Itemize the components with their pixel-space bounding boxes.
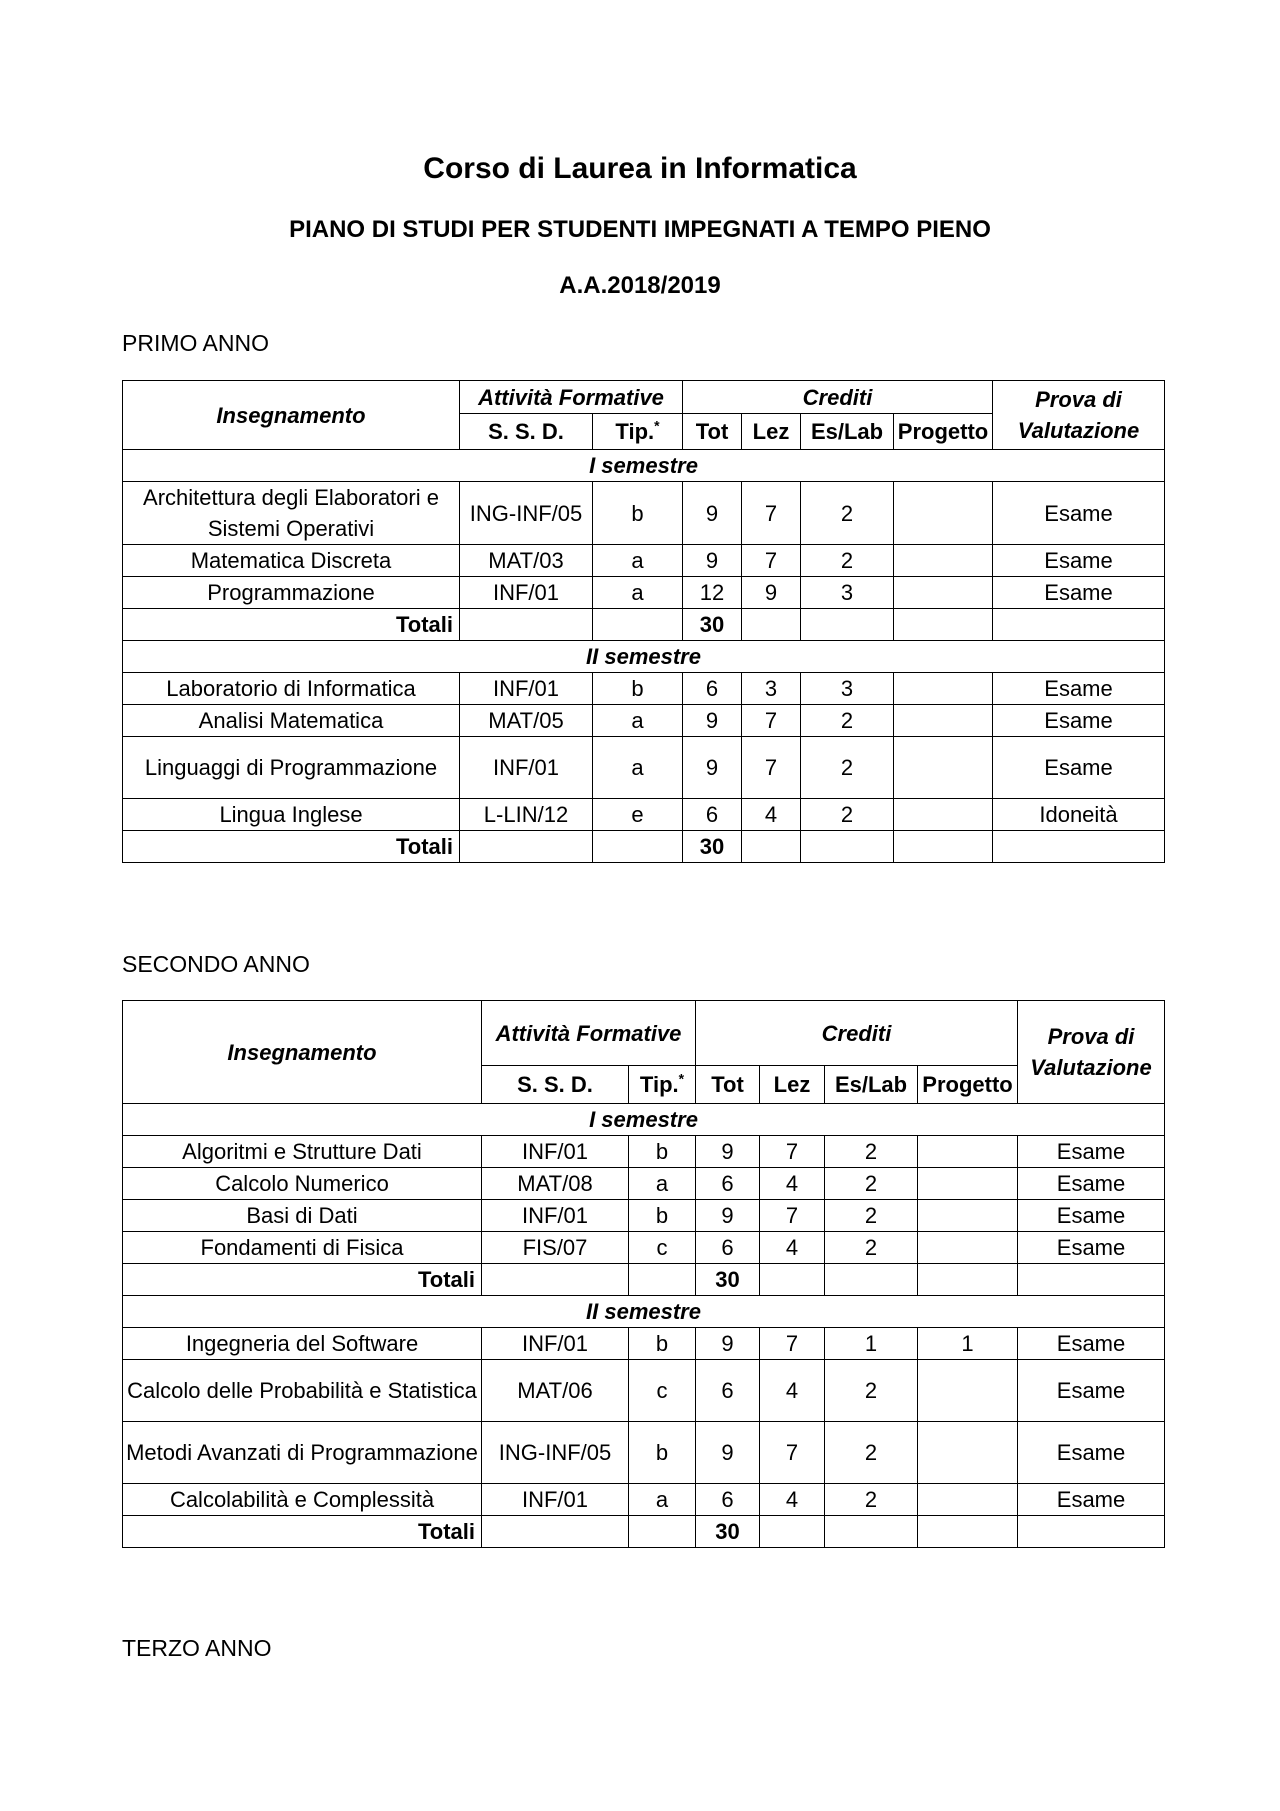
cell-tip: b <box>629 1200 696 1232</box>
cell-progetto <box>894 799 993 831</box>
cell-ssd: MAT/06 <box>482 1360 629 1422</box>
cell-prova: Esame <box>1018 1232 1165 1264</box>
col-progetto: Progetto <box>918 1066 1018 1104</box>
table-row <box>123 673 1165 705</box>
cell-tip: b <box>593 482 683 545</box>
cell-lez: 7 <box>742 737 801 799</box>
cell-name: Laboratorio di Informatica <box>123 673 460 705</box>
totals-label: Totali <box>123 1264 482 1296</box>
cell-prova: Esame <box>1018 1168 1165 1200</box>
cell-name: Architettura degli Elaboratori e Sistemi Operativi <box>123 482 460 545</box>
table-row <box>123 1422 1165 1484</box>
cell-lez: 7 <box>742 482 801 545</box>
cell-lez: 4 <box>760 1360 825 1422</box>
cell-eslab: 2 <box>825 1360 918 1422</box>
cell-tot: 9 <box>683 482 742 545</box>
cell-ssd: INF/01 <box>482 1328 629 1360</box>
semester-row <box>123 641 1165 673</box>
cell-empty <box>801 609 894 641</box>
table-row <box>123 1328 1165 1360</box>
cell-lez: 7 <box>742 705 801 737</box>
cell-tot: 6 <box>683 673 742 705</box>
cell-ssd: INF/01 <box>460 673 593 705</box>
cell-name: Ingegneria del Software <box>123 1328 482 1360</box>
table-row <box>123 1484 1165 1516</box>
cell-ssd: INF/01 <box>482 1136 629 1168</box>
cell-tip: a <box>593 737 683 799</box>
cell-empty <box>482 1264 629 1296</box>
cell-prova: Esame <box>993 673 1165 705</box>
cell-eslab: 2 <box>825 1200 918 1232</box>
cell-lez: 7 <box>760 1328 825 1360</box>
cell-empty <box>1018 1516 1165 1548</box>
cell-tot: 12 <box>683 577 742 609</box>
table-row <box>123 1360 1165 1422</box>
cell-progetto <box>894 705 993 737</box>
cell-tot: 6 <box>683 799 742 831</box>
cell-prova: Esame <box>1018 1200 1165 1232</box>
cell-empty <box>760 1264 825 1296</box>
cell-name: Linguaggi di Programmazione <box>123 737 460 799</box>
totals-value: 30 <box>696 1516 760 1548</box>
totals-value: 30 <box>683 831 742 863</box>
cell-tip: e <box>593 799 683 831</box>
document-subtitle: PIANO DI STUDI PER STUDENTI IMPEGNATI A TEMPO PIENO <box>289 216 991 243</box>
cell-name: Lingua Inglese <box>123 799 460 831</box>
cell-ssd: INF/01 <box>482 1484 629 1516</box>
cell-progetto <box>894 545 993 577</box>
table-row <box>123 737 1165 799</box>
cell-empty <box>825 1264 918 1296</box>
cell-lez: 4 <box>742 799 801 831</box>
table-row <box>123 799 1165 831</box>
cell-name: Basi di Dati <box>123 1200 482 1232</box>
cell-eslab: 2 <box>825 1232 918 1264</box>
cell-lez: 7 <box>760 1136 825 1168</box>
semester-row <box>123 1296 1165 1328</box>
col-eslab: Es/Lab <box>801 414 894 450</box>
cell-progetto <box>918 1484 1018 1516</box>
cell-empty <box>629 1264 696 1296</box>
col-tot: Tot <box>696 1066 760 1104</box>
cell-progetto <box>918 1136 1018 1168</box>
col-attivita: Attività Formative <box>460 381 683 414</box>
cell-ssd: INF/01 <box>460 737 593 799</box>
col-prova: Prova di Valutazione <box>993 381 1165 450</box>
col-insegnamento: Insegnamento <box>123 1001 482 1104</box>
cell-tip: b <box>593 673 683 705</box>
totals-label: Totali <box>123 1516 482 1548</box>
cell-empty <box>482 1516 629 1548</box>
semester-label: II semestre <box>123 641 1165 673</box>
cell-empty <box>894 831 993 863</box>
cell-tot: 9 <box>683 705 742 737</box>
col-ssd: S. S. D. <box>460 414 593 450</box>
cell-empty <box>1018 1264 1165 1296</box>
cell-empty <box>460 831 593 863</box>
col-crediti: Crediti <box>683 381 993 414</box>
cell-name: Algoritmi e Strutture Dati <box>123 1136 482 1168</box>
cell-empty <box>742 831 801 863</box>
cell-eslab: 2 <box>801 799 894 831</box>
cell-tot: 9 <box>683 545 742 577</box>
cell-tot: 9 <box>696 1136 760 1168</box>
col-tip <box>593 414 683 450</box>
cell-eslab: 3 <box>801 673 894 705</box>
cell-eslab: 3 <box>801 577 894 609</box>
cell-lez: 4 <box>760 1168 825 1200</box>
cell-tip: a <box>593 545 683 577</box>
cell-prova: Idoneità <box>993 799 1165 831</box>
cell-eslab: 2 <box>825 1136 918 1168</box>
cell-progetto <box>894 673 993 705</box>
semester-label: I semestre <box>123 1104 1165 1136</box>
cell-prova: Esame <box>993 737 1165 799</box>
cell-empty <box>801 831 894 863</box>
year-label-terzo: TERZO ANNO <box>122 1635 272 1661</box>
table-row <box>123 1136 1165 1168</box>
cell-name: Matematica Discreta <box>123 545 460 577</box>
cell-progetto <box>918 1168 1018 1200</box>
year-label-primo: PRIMO ANNO <box>122 330 269 356</box>
cell-ssd: FIS/07 <box>482 1232 629 1264</box>
totals-value: 30 <box>696 1264 760 1296</box>
cell-ssd: L-LIN/12 <box>460 799 593 831</box>
cell-ssd: ING-INF/05 <box>460 482 593 545</box>
totals-label: Totali <box>123 609 460 641</box>
cell-tip: a <box>629 1168 696 1200</box>
col-tip <box>629 1066 696 1104</box>
cell-empty <box>629 1516 696 1548</box>
cell-name: Analisi Matematica <box>123 705 460 737</box>
cell-name: Calcolo delle Probabilità e Statistica <box>123 1360 482 1422</box>
cell-prova: Esame <box>993 705 1165 737</box>
cell-progetto <box>894 737 993 799</box>
year-label-secondo: SECONDO ANNO <box>122 951 310 977</box>
totals-row <box>123 609 1165 641</box>
cell-tip: b <box>629 1136 696 1168</box>
totals-value: 30 <box>683 609 742 641</box>
cell-prova: Esame <box>1018 1422 1165 1484</box>
col-attivita: Attività Formative <box>482 1001 696 1066</box>
cell-empty <box>825 1516 918 1548</box>
cell-empty <box>593 831 683 863</box>
cell-eslab: 2 <box>825 1422 918 1484</box>
cell-lez: 7 <box>760 1422 825 1484</box>
col-ssd: S. S. D. <box>482 1066 629 1104</box>
cell-tip: c <box>629 1360 696 1422</box>
document-title: Corso di Laurea in Informatica <box>423 152 857 185</box>
table-row <box>123 1232 1165 1264</box>
cell-progetto <box>894 577 993 609</box>
col-tip-mark: * <box>654 417 660 434</box>
cell-eslab: 2 <box>825 1168 918 1200</box>
cell-tip: b <box>629 1422 696 1484</box>
cell-empty <box>918 1264 1018 1296</box>
col-tip-mark: * <box>678 1070 685 1087</box>
table-row <box>123 545 1165 577</box>
cell-tot: 9 <box>683 737 742 799</box>
cell-progetto <box>918 1360 1018 1422</box>
cell-empty <box>460 609 593 641</box>
cell-ssd: ING-INF/05 <box>482 1422 629 1484</box>
totals-label: Totali <box>123 831 460 863</box>
col-tip-label: Tip. <box>639 1072 679 1097</box>
cell-name: Calcolo Numerico <box>123 1168 482 1200</box>
cell-prova: Esame <box>993 577 1165 609</box>
col-progetto: Progetto <box>894 414 993 450</box>
cell-tip: a <box>593 577 683 609</box>
cell-prova: Esame <box>1018 1136 1165 1168</box>
cell-ssd: INF/01 <box>460 577 593 609</box>
cell-empty <box>918 1516 1018 1548</box>
col-prova: Prova di Valutazione <box>1018 1001 1165 1104</box>
semester-label: I semestre <box>123 450 1165 482</box>
cell-eslab: 2 <box>801 482 894 545</box>
cell-ssd: MAT/08 <box>482 1168 629 1200</box>
cell-eslab: 2 <box>801 737 894 799</box>
cell-progetto <box>918 1200 1018 1232</box>
cell-tot: 9 <box>696 1422 760 1484</box>
cell-tip: b <box>629 1328 696 1360</box>
cell-tot: 6 <box>696 1232 760 1264</box>
cell-tot: 6 <box>696 1484 760 1516</box>
table-row <box>123 705 1165 737</box>
study-plan-table-secondo <box>122 1000 1165 1548</box>
totals-row <box>123 831 1165 863</box>
cell-tot: 6 <box>696 1360 760 1422</box>
totals-row <box>123 1516 1165 1548</box>
cell-empty <box>760 1516 825 1548</box>
cell-tip: a <box>629 1484 696 1516</box>
semester-label: II semestre <box>123 1296 1165 1328</box>
academic-year: A.A.2018/2019 <box>559 272 721 299</box>
cell-eslab: 2 <box>801 545 894 577</box>
cell-prova: Esame <box>1018 1360 1165 1422</box>
cell-lez: 3 <box>742 673 801 705</box>
cell-name: Metodi Avanzati di Programmazione <box>123 1422 482 1484</box>
cell-progetto <box>918 1422 1018 1484</box>
table-row <box>123 577 1165 609</box>
table-row <box>123 1168 1165 1200</box>
cell-lez: 4 <box>760 1232 825 1264</box>
cell-ssd: MAT/05 <box>460 705 593 737</box>
semester-row <box>123 1104 1165 1136</box>
cell-eslab: 2 <box>801 705 894 737</box>
cell-progetto <box>894 482 993 545</box>
col-lez: Lez <box>760 1066 825 1104</box>
cell-eslab: 1 <box>825 1328 918 1360</box>
col-eslab: Es/Lab <box>825 1066 918 1104</box>
cell-empty <box>593 609 683 641</box>
cell-tot: 9 <box>696 1328 760 1360</box>
cell-lez: 4 <box>760 1484 825 1516</box>
cell-name: Calcolabilità e Complessità <box>123 1484 482 1516</box>
cell-empty <box>993 609 1165 641</box>
cell-prova: Esame <box>1018 1328 1165 1360</box>
cell-progetto: 1 <box>918 1328 1018 1360</box>
cell-prova: Esame <box>1018 1484 1165 1516</box>
col-lez: Lez <box>742 414 801 450</box>
cell-lez: 7 <box>760 1200 825 1232</box>
cell-progetto <box>918 1232 1018 1264</box>
cell-tot: 9 <box>696 1200 760 1232</box>
cell-ssd: INF/01 <box>482 1200 629 1232</box>
cell-tot: 6 <box>696 1168 760 1200</box>
cell-lez: 9 <box>742 577 801 609</box>
col-tot: Tot <box>683 414 742 450</box>
cell-empty <box>993 831 1165 863</box>
cell-eslab: 2 <box>825 1484 918 1516</box>
cell-lez: 7 <box>742 545 801 577</box>
cell-tip: a <box>593 705 683 737</box>
cell-prova: Esame <box>993 545 1165 577</box>
totals-row <box>123 1264 1165 1296</box>
cell-empty <box>742 609 801 641</box>
cell-empty <box>894 609 993 641</box>
semester-row <box>123 450 1165 482</box>
study-plan-table-primo <box>122 380 1165 863</box>
cell-name: Programmazione <box>123 577 460 609</box>
col-crediti: Crediti <box>696 1001 1018 1066</box>
table-row <box>123 482 1165 545</box>
cell-name: Fondamenti di Fisica <box>123 1232 482 1264</box>
cell-prova: Esame <box>993 482 1165 545</box>
col-tip-label: Tip. <box>615 419 655 444</box>
col-insegnamento: Insegnamento <box>123 381 460 450</box>
cell-ssd: MAT/03 <box>460 545 593 577</box>
cell-tip: c <box>629 1232 696 1264</box>
table-row <box>123 1200 1165 1232</box>
